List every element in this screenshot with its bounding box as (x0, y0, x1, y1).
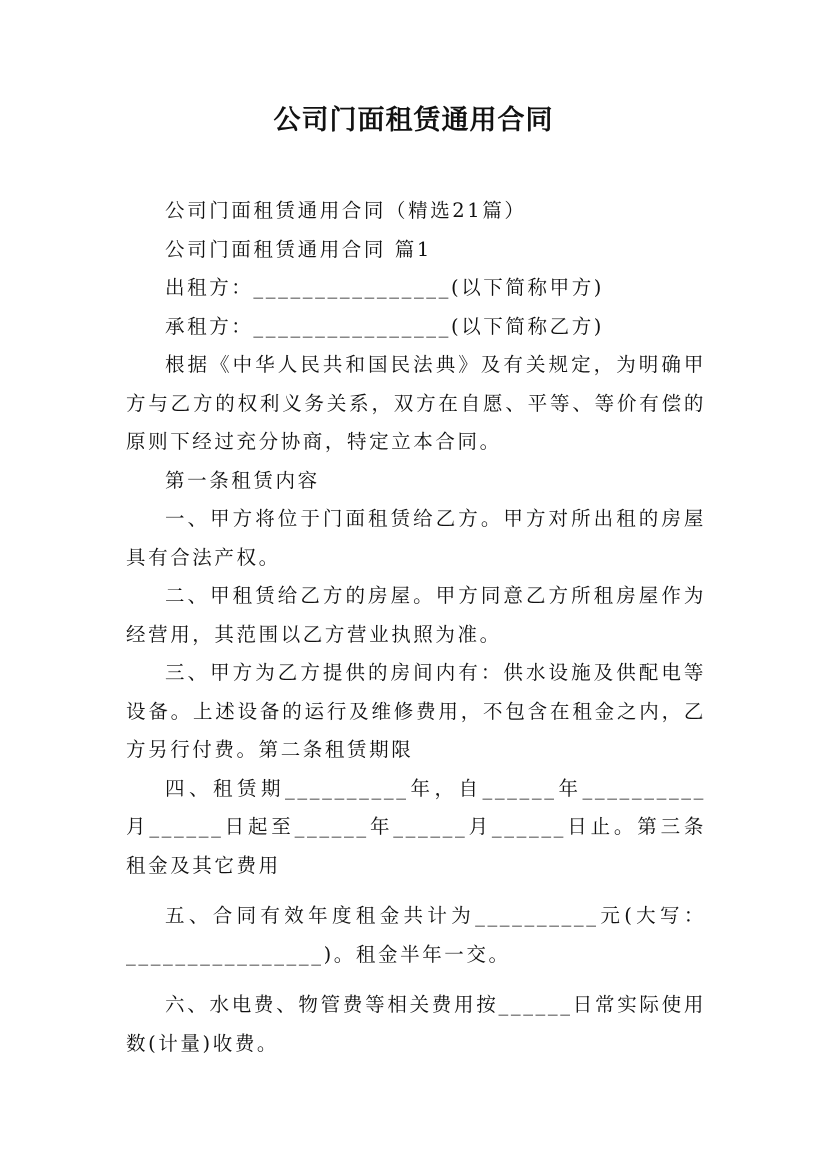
paragraph-clause-1: 一、甲方将位于门面租赁给乙方。甲方对所出租的房屋具有合法产权。 (126, 507, 706, 569)
paragraph-preamble: 根据《中华人民共和国民法典》及有关规定，为明确甲方与乙方的权利义务关系，双方在自愿、平等、等价有偿的原则下经过充分协商，特定立本合同。 (126, 353, 706, 453)
document-title: 公司门面租赁通用合同 (273, 105, 554, 136)
paragraph-lessee: 承租方：________________(以下简称乙方) (165, 314, 605, 338)
document-body (126, 192, 706, 1063)
paragraph-article-1: 第一条租赁内容 (165, 468, 320, 492)
paragraph-clause-5: 五、合同有效年度租金共计为__________元(大写：________________)。租金半年一交。 (126, 904, 706, 966)
paragraph-section-heading: 公司门面租赁通用合同 篇1 (165, 237, 432, 261)
paragraph-clause-3: 三、甲方为乙方提供的房间内有：供水设施及供配电等设备。上述设备的运行及维修费用，不包含在租金之内，乙方另行付费。第二条租赁期限 (126, 661, 706, 761)
paragraph-clause-6: 六、水电费、物管费等相关费用按______日常实际使用数(计量)收费。 (126, 993, 706, 1055)
paragraph-clause-2: 二、甲租赁给乙方的房屋。甲方同意乙方所租房屋作为经营用，其范围以乙方营业执照为准。 (126, 584, 706, 646)
paragraph-clause-4: 四、租赁期__________年，自______年__________月______日起至______年______月______日止。第三条租金及其它费用 (126, 776, 706, 877)
paragraph-lessor: 出租方：________________(以下简称甲方) (165, 276, 605, 299)
paragraph-subtitle: 公司门面租赁通用合同（精选21篇） (165, 199, 527, 222)
